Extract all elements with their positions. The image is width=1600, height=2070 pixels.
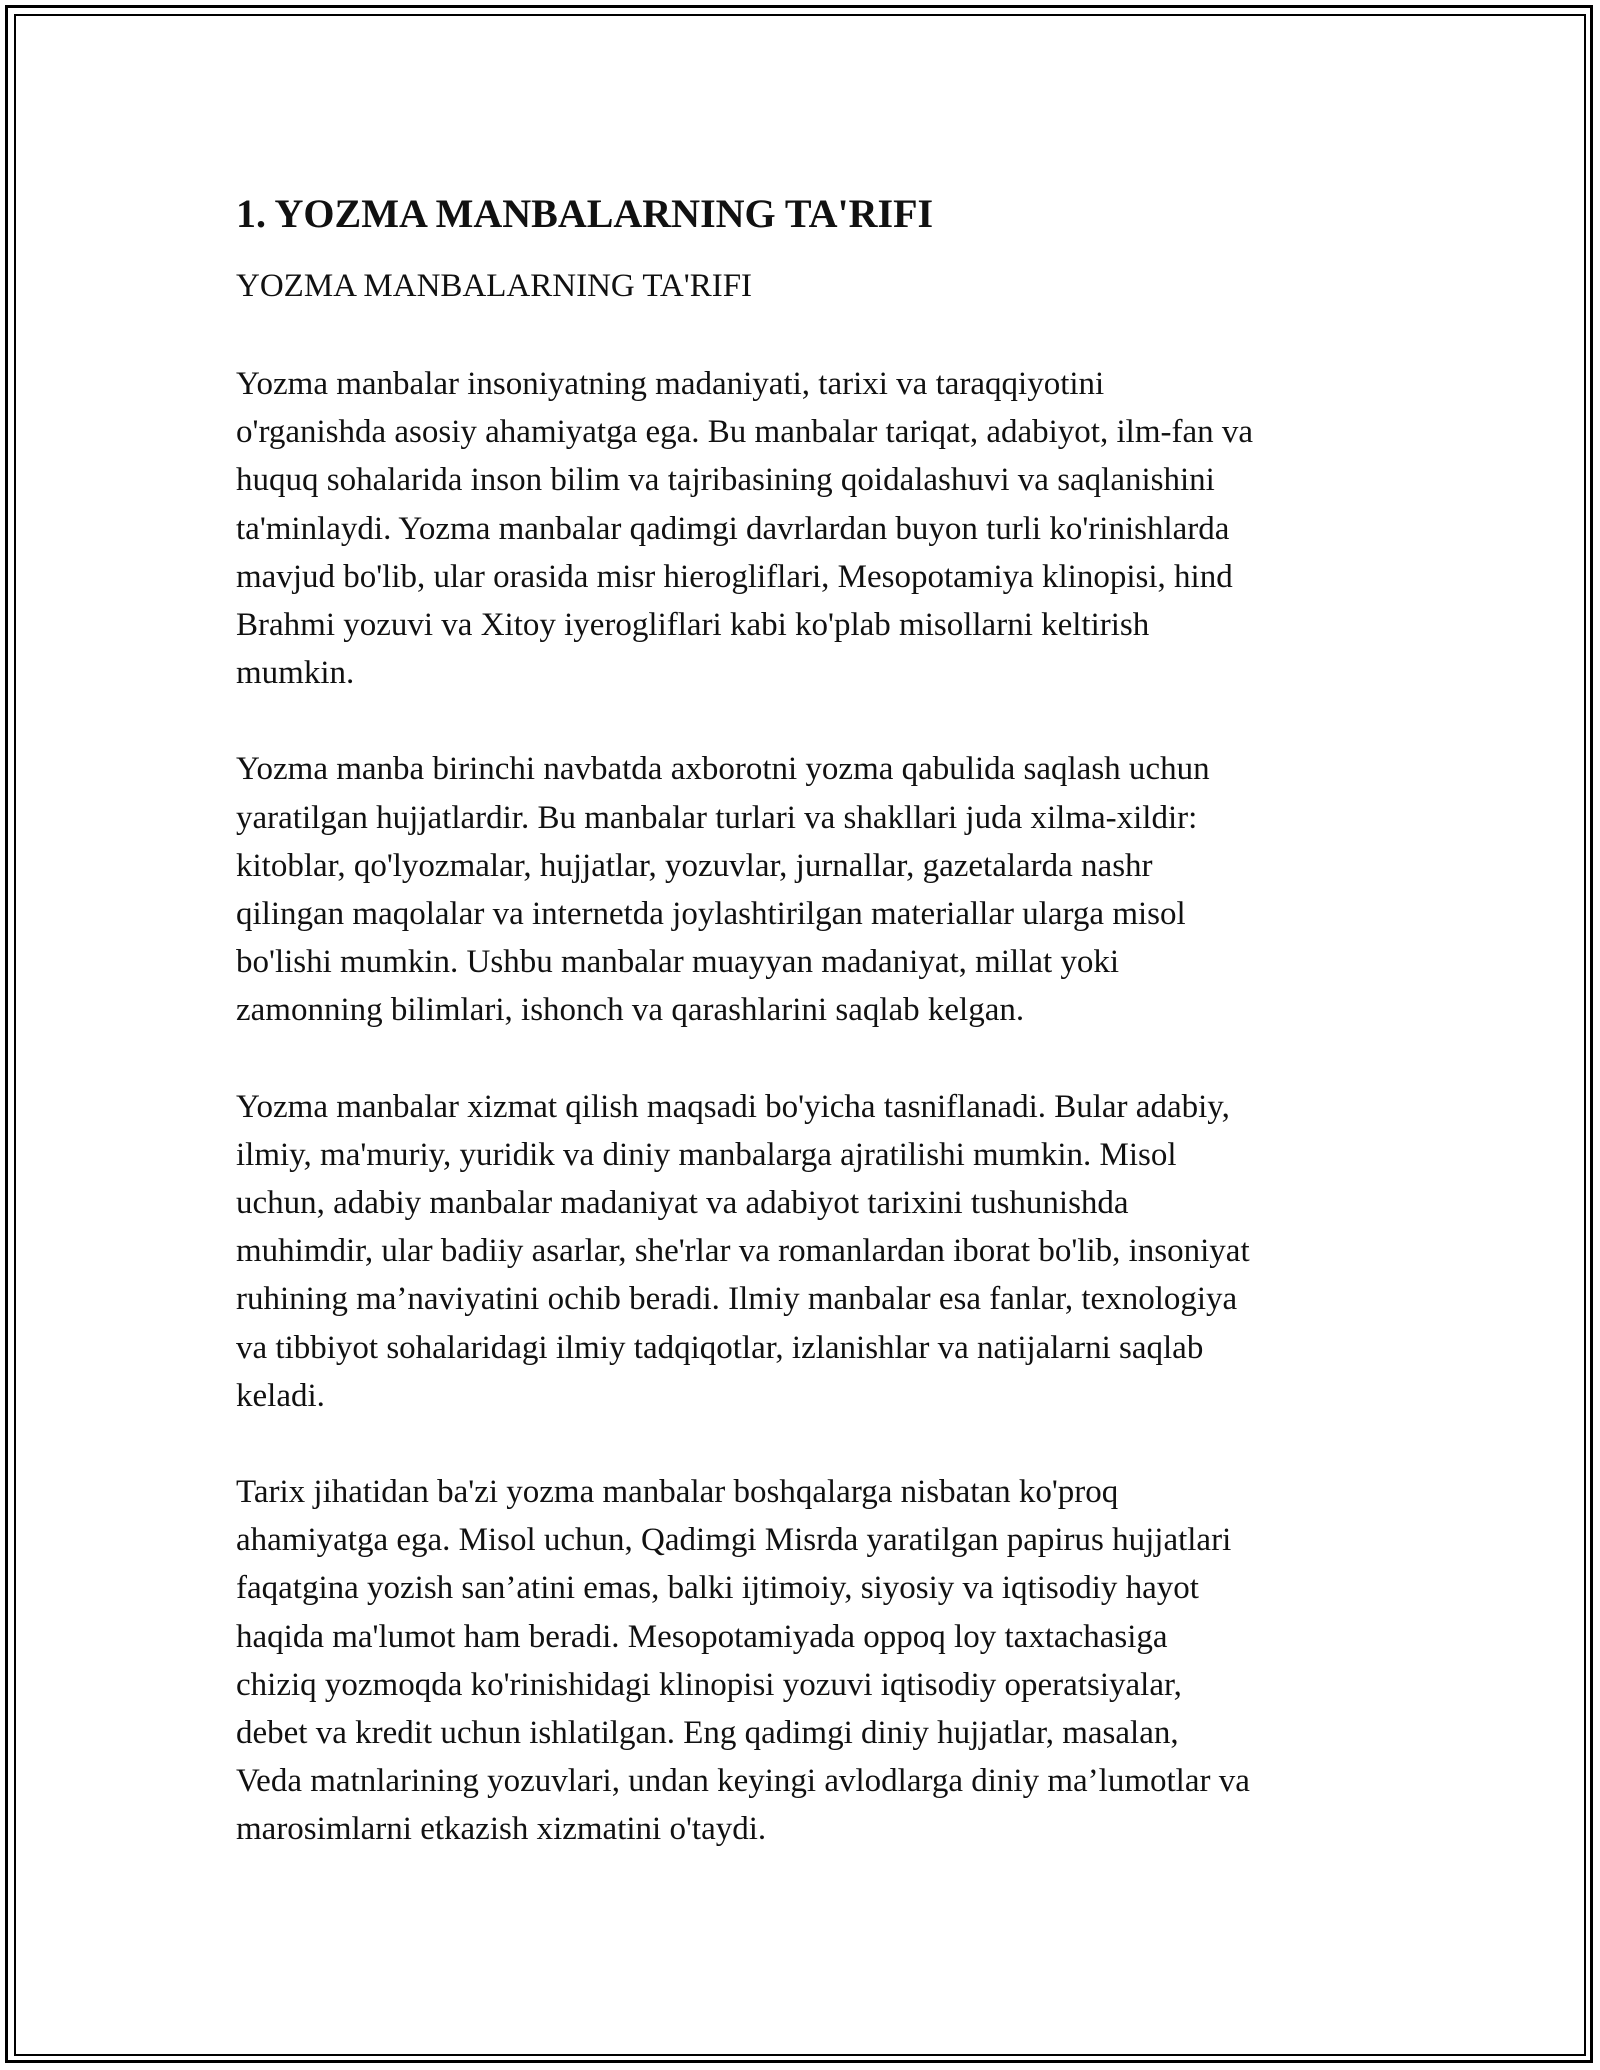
text-line: faqatgina yozish san’atini emas, balki ijtimoiy, siyosiy va iqtisodiy hayot	[236, 1570, 1199, 1607]
text-line: chiziq yozmoqda ko'rinishidagi klinopisi yozuvi iqtisodiy operatsiyalar,	[236, 1666, 1182, 1703]
page-title: 1. YOZMA MANBALARNING TA'RIFI	[236, 191, 934, 236]
text-line: muhimdir, ular badiiy asarlar, she'rlar va romanlardan iborat bo'lib, insoniyat	[236, 1233, 1250, 1270]
text-line: kitoblar, qo'lyozmalar, hujjatlar, yozuvlar, jurnallar, gazetalarda nashr	[236, 847, 1153, 884]
text-line: marosimlarni etkazish xizmatini o'taydi.	[236, 1811, 767, 1848]
paragraph-2	[236, 745, 1396, 1034]
text-line: Yozma manba birinchi navbatda axborotni yozma qabulida saqlash uchun	[236, 751, 1210, 788]
text-line: ilmiy, ma'muriy, yuridik va diniy manbalarga ajratilishi mumkin. Misol	[236, 1136, 1177, 1173]
text-line: ta'minlaydi. Yozma manbalar qadimgi davrlardan buyon turli ko'rinishlarda	[236, 510, 1230, 547]
text-line: Yozma manbalar xizmat qilish maqsadi bo'yicha tasniflanadi. Bular adabiy,	[236, 1088, 1230, 1125]
text-line: yaratilgan hujjatlardir. Bu manbalar turlari va shakllari juda xilma-xildir:	[236, 799, 1198, 836]
paragraph-3	[236, 1083, 1396, 1420]
text-line: mumkin.	[236, 655, 355, 692]
text-line: qilingan maqolalar va internetda joylashtirilgan materiallar ularga misol	[236, 896, 1186, 933]
text-line: ahamiyatga ega. Misol uchun, Qadimgi Misrda yaratilgan papirus hujjatlari	[236, 1522, 1232, 1559]
text-line: va tibbiyot sohalaridagi ilmiy tadqiqotlar, izlanishlar va natijalarni saqlab	[236, 1329, 1204, 1366]
paragraph-4	[236, 1468, 1396, 1854]
text-line: keladi.	[236, 1377, 325, 1414]
text-line: haqida ma'lumot ham beradi. Mesopotamiyada oppoq loy taxtachasiga	[236, 1618, 1168, 1655]
text-line: Yozma manbalar insoniyatning madaniyati, tarixi va taraqqiyotini	[236, 366, 1105, 402]
text-line: Tarix jihatidan ba'zi yozma manbalar boshqalarga nisbatan ko'proq	[236, 1474, 1119, 1511]
text-line: Brahmi yozuvi va Xitoy iyerogliflari kabi ko'plab misollarni keltirish	[236, 607, 1150, 644]
document-body	[236, 186, 1396, 1902]
text-line: ruhining ma’naviyatini ochib beradi. Ilmiy manbalar esa fanlar, texnologiya	[236, 1281, 1238, 1318]
text-line: o'rganishda asosiy ahamiyatga ega. Bu manbalar tariqat, adabiyot, ilm-fan va	[236, 414, 1254, 451]
text-line: uchun, adabiy manbalar madaniyat va adabiyot tarixini tushunishda	[236, 1185, 1129, 1222]
text-line: huquq sohalarida inson bilim va tajribasining qoidalashuvi va saqlanishini	[236, 462, 1215, 499]
section-subtitle: YOZMA MANBALARNING TA'RIFI	[236, 268, 753, 304]
text-line: zamonning bilimlari, ishonch va qarashlarini saqlab kelgan.	[236, 992, 1025, 1029]
text-line: Veda matnlarining yozuvlari, undan keyingi avlodlarga diniy ma’lumotlar va	[236, 1763, 1250, 1800]
text-line: debet va kredit uchun ishlatilgan. Eng qadimgi diniy hujjatlar, masalan,	[236, 1715, 1179, 1752]
text-line: bo'lishi mumkin. Ushbu manbalar muayyan madaniyat, millat yoki	[236, 944, 1120, 981]
paragraph-1	[236, 360, 1396, 697]
text-line: mavjud bo'lib, ular orasida misr hierogliflari, Mesopotamiya klinopisi, hind	[236, 558, 1233, 595]
